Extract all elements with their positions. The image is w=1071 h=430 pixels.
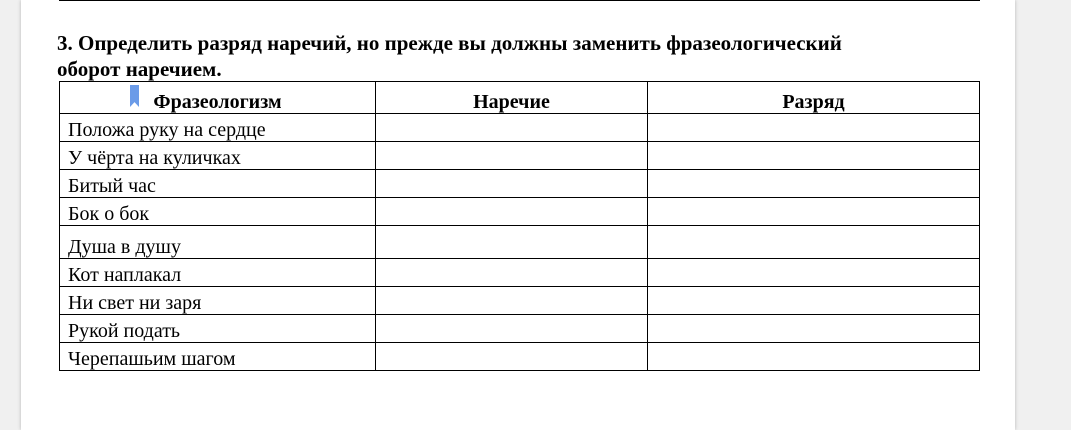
phraseology-table: [59, 81, 980, 371]
phraseologism-cell: Положа руку на сердце: [60, 114, 376, 142]
task-heading-line-2: оборот наречием.: [57, 57, 222, 81]
category-cell[interactable]: [648, 114, 980, 142]
table-row: [60, 226, 980, 259]
category-cell[interactable]: [648, 142, 980, 170]
adverb-cell[interactable]: [376, 170, 648, 198]
category-cell[interactable]: [648, 226, 980, 259]
phraseologism-cell: Черепашьим шагом: [60, 343, 376, 371]
task-heading: [57, 30, 977, 82]
adverb-cell[interactable]: [376, 198, 648, 226]
adverb-cell[interactable]: [376, 259, 648, 287]
phraseologism-cell: Кот наплакал: [60, 259, 376, 287]
task-heading-line-1: 3. Определить разряд наречий, но прежде вы должны заменить фразеологический: [57, 31, 842, 55]
header-phraseologism: [60, 82, 376, 114]
table-row: [60, 287, 980, 315]
phraseologism-cell: У чёрта на куличках: [60, 142, 376, 170]
document-page: [21, 0, 1015, 430]
adverb-cell[interactable]: [376, 315, 648, 343]
table-row: [60, 198, 980, 226]
category-cell[interactable]: [648, 315, 980, 343]
header-category: Разряд: [648, 82, 980, 114]
adverb-cell[interactable]: [376, 114, 648, 142]
phraseologism-cell: Бок о бок: [60, 198, 376, 226]
category-cell[interactable]: [648, 287, 980, 315]
adverb-cell[interactable]: [376, 343, 648, 371]
adverb-cell[interactable]: [376, 142, 648, 170]
table-header-row: [60, 82, 980, 114]
table-row: [60, 114, 980, 142]
table-row: [60, 142, 980, 170]
table-row: [60, 315, 980, 343]
adverb-cell[interactable]: [376, 226, 648, 259]
category-cell[interactable]: [648, 198, 980, 226]
table-row: [60, 343, 980, 371]
table-row: [60, 170, 980, 198]
category-cell[interactable]: [648, 170, 980, 198]
header-phraseologism-label: Фразеологизм: [153, 91, 282, 113]
top-divider: [59, 0, 980, 1]
table-row: [60, 259, 980, 287]
phraseologism-cell: Битый час: [60, 170, 376, 198]
header-adverb: Наречие: [376, 82, 648, 114]
phraseologism-cell: Душа в душу: [60, 226, 376, 259]
phraseologism-cell: Ни свет ни заря: [60, 287, 376, 315]
category-cell[interactable]: [648, 259, 980, 287]
adverb-cell[interactable]: [376, 287, 648, 315]
bookmark-icon: [130, 85, 139, 107]
category-cell[interactable]: [648, 343, 980, 371]
phraseologism-cell: Рукой подать: [60, 315, 376, 343]
